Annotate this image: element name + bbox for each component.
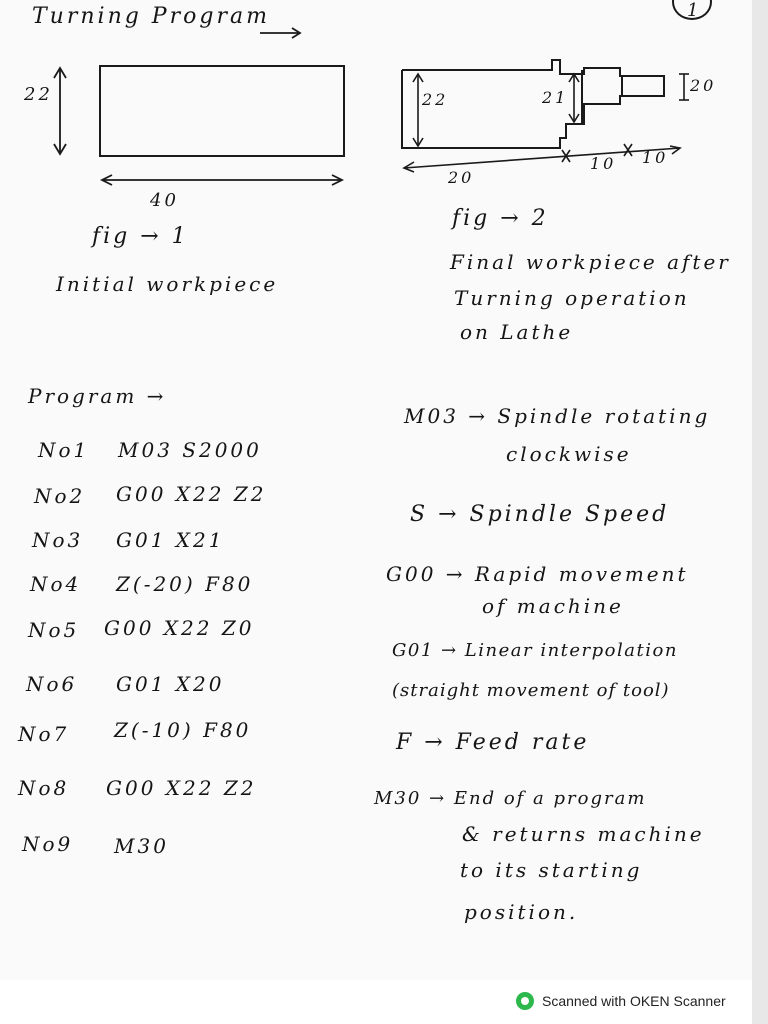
- fig1-rectangle: [100, 66, 344, 156]
- legend-m30-line-1: M30 → End of a program: [374, 788, 647, 809]
- program-line-code: G01 X20: [116, 672, 225, 696]
- legend-s-line-1: S → Spindle Speed: [410, 502, 670, 527]
- program-line-block: No6: [26, 672, 78, 696]
- program-line-code: M30: [114, 834, 169, 858]
- page-title: Turning Program: [32, 4, 270, 29]
- fig2-diameter-3: 20: [690, 76, 717, 95]
- fig1-height-dimension: [54, 68, 66, 154]
- legend-m03-line-1: M03 → Spindle rotating: [404, 404, 711, 428]
- program-heading: Program →: [28, 384, 167, 408]
- oken-logo-icon: [516, 992, 534, 1010]
- legend-f-line-1: F → Feed rate: [396, 730, 590, 755]
- program-line-block: No1: [38, 438, 90, 462]
- legend-m03-line-2: clockwise: [506, 442, 632, 466]
- program-line-code: G01 X21: [116, 528, 225, 552]
- program-line-code: G00 X22 Z2: [116, 482, 267, 506]
- fig1-caption: fig → 1: [92, 224, 189, 249]
- legend-g01-line-2: (straight movement of tool): [392, 680, 670, 701]
- fig2-diameter-2: 21: [542, 88, 569, 107]
- fig1-length-label: 40: [150, 190, 179, 211]
- fig2-caption: fig → 2: [452, 206, 549, 231]
- fig1-description: Initial workpiece: [56, 272, 279, 296]
- program-line-code: M03 S2000: [118, 438, 262, 462]
- legend-g01-line-1: G01 → Linear interpolation: [392, 640, 678, 661]
- program-line-block: No8: [18, 776, 70, 800]
- program-line-block: No3: [32, 528, 84, 552]
- fig2-description-line-3: on Lathe: [460, 320, 574, 344]
- program-line-block: No9: [22, 832, 74, 856]
- program-line-block: No2: [34, 484, 86, 508]
- legend-g00-line-1: G00 → Rapid movement: [386, 562, 689, 586]
- program-line-code: G00 X22 Z0: [104, 616, 255, 640]
- fig2-diameter-dimensions: [413, 74, 689, 146]
- legend-m30-line-3: to its starting: [460, 858, 643, 882]
- program-line-code: Z(-10) F80: [114, 718, 252, 742]
- fig2-diameter-1: 22: [422, 90, 449, 109]
- scanner-text: Scanned with OKEN Scanner: [542, 993, 726, 1009]
- page-number: 1: [687, 0, 699, 21]
- fig2-description-line-1: Final workpiece after: [450, 250, 731, 274]
- fig2-length-3: 10: [642, 148, 669, 167]
- program-line-block: No5: [28, 618, 80, 642]
- fig1-length-dimension: [102, 175, 342, 185]
- workpiece-sketches: [0, 0, 768, 200]
- fig2-description-line-2: Turning operation: [454, 286, 690, 310]
- program-line-code: G00 X22 Z2: [106, 776, 257, 800]
- legend-m30-line-2: & returns machine: [462, 822, 705, 846]
- fig2-length-1: 20: [448, 168, 475, 187]
- scanner-watermark: [516, 990, 726, 1012]
- legend-g00-line-2: of machine: [482, 594, 624, 618]
- legend-m30-line-4: position.: [464, 900, 579, 924]
- fig1-height-label: 22: [24, 84, 53, 105]
- fig2-length-2: 10: [590, 154, 617, 173]
- program-line-code: Z(-20) F80: [116, 572, 254, 596]
- program-line-block: No7: [18, 722, 70, 746]
- program-line-block: No4: [30, 572, 82, 596]
